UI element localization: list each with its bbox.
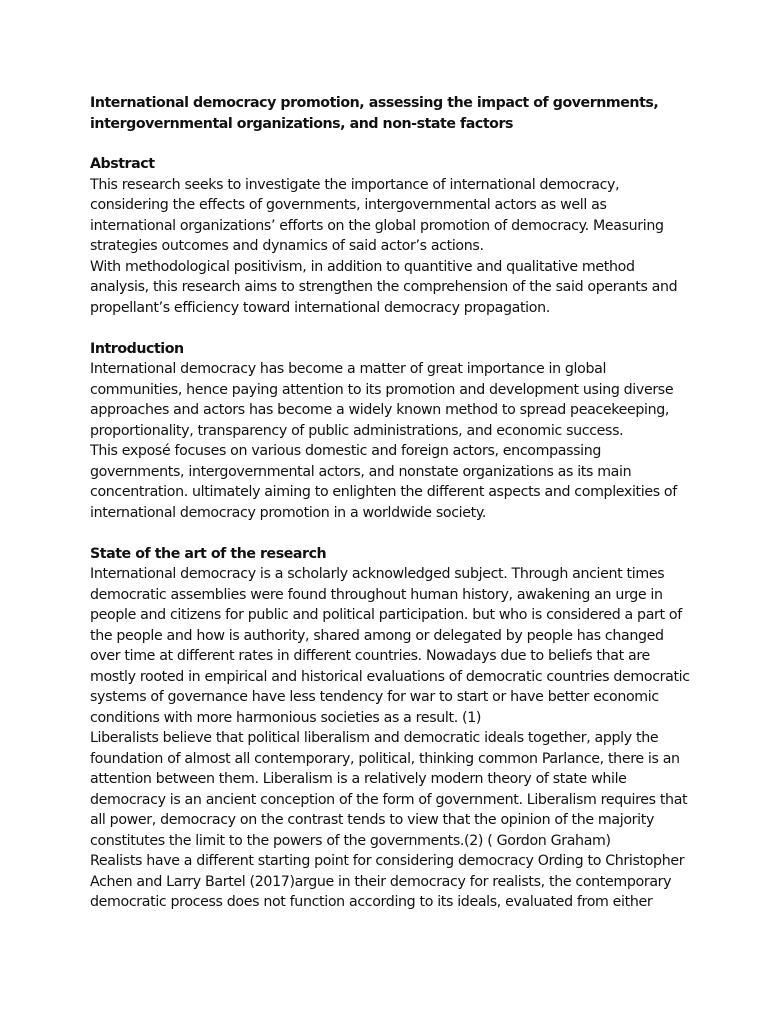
section-heading: Abstract: [90, 156, 155, 172]
paragraph-line: Liberalists believe that political liberalism and democratic ideals together, apply the: [90, 730, 659, 746]
paragraph-line: strategies outcomes and dynamics of said actor’s actions.: [90, 238, 484, 254]
paragraph-line: foundation of almost all contemporary, political, thinking common Parlance, there is an: [90, 750, 680, 767]
section-heading: State of the art of the research: [90, 545, 327, 562]
paragraph-line: propellant’s efficiency toward international democracy propagation.: [90, 299, 550, 316]
paragraph-line: This exposé focuses on various domestic and foreign actors, encompassing: [90, 443, 602, 459]
paragraph-line: concentration. ultimately aiming to enlighten the different aspects and complexities of: [90, 484, 677, 500]
document-page: [90, 93, 690, 913]
paragraph-line: attention between them. Liberalism is a relatively modern theory of state while: [90, 771, 627, 787]
section-introduction: [90, 339, 690, 524]
paragraph-line: mostly rooted in empirical and historical evaluations of democratic countries democratic: [90, 668, 690, 685]
paragraph-line: conditions with more harmonious societies as a result. (1): [90, 709, 482, 726]
paragraph-line: governments, intergovernmental actors, and nonstate organizations as its main: [90, 463, 632, 480]
paragraph-line: constitutes the limit to the powers of the governments.(2) ( Gordon Graham): [90, 832, 611, 849]
paragraph-line: democratic process does not function according to its ideals, evaluated from either: [90, 894, 653, 910]
paragraph-line: international organizations’ efforts on the global promotion of democracy. Measuring: [90, 217, 664, 234]
document-title: [90, 93, 690, 135]
paragraph-line: This research seeks to investigate the importance of international democracy,: [90, 176, 620, 193]
paragraph-line: democracy is an ancient conception of the form of government. Liberalism requires that: [90, 791, 688, 808]
paragraph-line: international democracy promotion in a worldwide society.: [90, 504, 487, 521]
paragraph-line: democratic assemblies were found throughout human history, awakening an urge in: [90, 586, 663, 603]
spacer: [90, 318, 690, 339]
paragraph-line: International democracy is a scholarly acknowledged subject. Through ancient times: [90, 566, 665, 582]
paragraph-line: the people and how is authority, shared among or delegated by people has changed: [90, 627, 664, 644]
paragraph-line: International democracy has become a matter of great importance in global: [90, 361, 607, 377]
paragraph-line: analysis, this research aims to strengthen the comprehension of the said operants and: [90, 279, 678, 295]
section-heading: Introduction: [90, 340, 184, 357]
paragraph-line: considering the effects of governments, intergovernmental actors as well as: [90, 197, 607, 213]
paragraph-line: all power, democracy on the contrast tends to view that the opinion of the majority: [90, 812, 655, 828]
paragraph-line: over time at different rates in different countries. Nowadays due to beliefs that are: [90, 648, 650, 664]
title-line: intergovernmental organizations, and non-state factors: [90, 116, 514, 132]
spacer: [90, 135, 690, 154]
title-line: International democracy promotion, assessing the impact of governments,: [90, 95, 659, 111]
paragraph-line: With methodological positivism, in addition to quantitive and qualitative method: [90, 258, 635, 275]
section-state-of-the-art: [90, 544, 690, 913]
paragraph-line: Realists have a different starting point for considering democracy Ording to Christopher: [90, 853, 685, 869]
spacer: [90, 523, 690, 544]
paragraph-line: systems of governance have less tendency for war to start or have better economic: [90, 689, 659, 705]
paragraph-line: proportionality, transparency of public administrations, and economic success.: [90, 422, 624, 439]
paragraph-line: Achen and Larry Bartel (2017)argue in their democracy for realists, the contemporary: [90, 873, 672, 890]
paragraph-line: approaches and actors has become a widely known method to spread peacekeeping,: [90, 402, 670, 418]
paragraph-line: communities, hence paying attention to its promotion and development using diverse: [90, 381, 674, 398]
section-abstract: [90, 154, 690, 318]
paragraph-line: people and citizens for public and political participation. but who is considered a part of: [90, 607, 682, 623]
